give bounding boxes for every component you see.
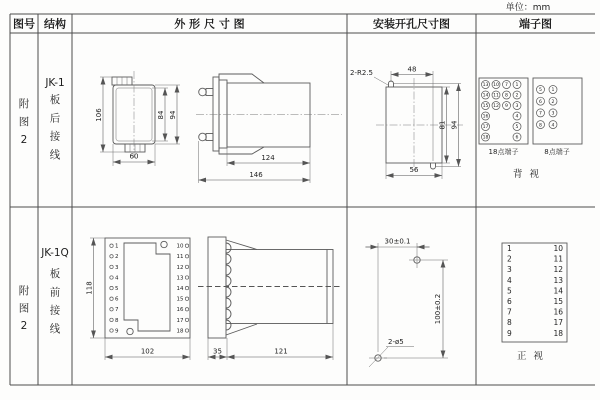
front-terminal-number: 4 <box>115 275 119 282</box>
front-terminal-number: 15 <box>176 296 184 303</box>
terminal-list-right <box>553 244 563 338</box>
terminal-number: 15 <box>482 104 489 110</box>
terminal-number: 8 <box>505 93 508 99</box>
dim-label: 100±0.2 <box>434 293 442 325</box>
front-terminal-column-right <box>177 244 189 335</box>
header-terminal: 端子图 <box>519 17 552 31</box>
front-terminal-number: 10 <box>176 243 184 250</box>
terminal-number: 3 <box>551 111 555 117</box>
terminal-number: 9 <box>507 328 512 338</box>
front-terminal-number: 14 <box>176 286 184 292</box>
terminal-number: 17 <box>482 125 489 131</box>
front-terminal-number: 13 <box>176 275 184 282</box>
view-label-front: 正 视 <box>516 351 546 362</box>
structure-char: 前 <box>49 286 61 299</box>
structure-char: 线 <box>49 322 61 335</box>
terminal-circle <box>110 255 113 258</box>
structure-char: 接 <box>49 304 61 317</box>
terminal-number: 14 <box>482 93 489 99</box>
front-terminal-number: 16 <box>176 307 184 314</box>
keying-plate <box>124 243 170 331</box>
structure-char: 板 <box>49 268 61 280</box>
terminal-number: 16 <box>482 114 489 120</box>
terminal-circle <box>185 286 188 289</box>
terminal-diagram-front <box>502 243 567 362</box>
terminal-list-left <box>507 244 512 338</box>
dim-label: 106 <box>95 108 103 122</box>
table-header <box>13 17 552 31</box>
mounting-hole <box>127 328 133 334</box>
terminal-circle <box>185 297 188 300</box>
jk1-install-cutout <box>350 66 463 180</box>
figure-no-char: 图 <box>18 302 30 315</box>
terminal-circle <box>185 308 188 311</box>
terminal-number: 16 <box>553 307 563 317</box>
terminal-number: 10 <box>493 83 499 89</box>
dim-label: 2-ø5 <box>388 338 404 346</box>
terminal-number: 18 <box>553 328 563 338</box>
front-terminal-number: 8 <box>115 317 119 324</box>
terminal-circle <box>110 329 113 332</box>
terminal-number: 3 <box>507 265 512 275</box>
dim-label: 60 <box>129 152 139 161</box>
mounting-hole <box>161 241 167 247</box>
terminal-number: 10 <box>553 244 563 253</box>
terminal-circle <box>110 297 113 300</box>
terminal-diagram-18pt <box>479 78 528 156</box>
dim-label: 30±0.1 <box>384 237 411 246</box>
figure-no-char: 附 <box>18 98 30 110</box>
figure-no-row1 <box>19 97 30 146</box>
jk1q-front-view <box>86 238 191 360</box>
dim-label: 84 <box>157 110 165 120</box>
structure-char: 后 <box>49 112 61 125</box>
terminal-number: 4 <box>515 114 519 120</box>
terminal-number: 8 <box>507 318 512 328</box>
terminal-number: 5 <box>507 286 512 296</box>
terminal-number: 5 <box>515 125 519 131</box>
terminal-circle <box>110 276 113 279</box>
terminal-circle <box>185 318 188 321</box>
terminal-number: 6 <box>507 297 512 306</box>
terminal-number: 14 <box>553 286 563 296</box>
terminal-circle <box>185 265 188 268</box>
terminal-diagram-8pt <box>533 78 582 156</box>
terminal-number: 17 <box>553 318 563 328</box>
figure-no-char: 2 <box>20 320 28 332</box>
terminal-number: 9 <box>505 104 508 110</box>
terminal-number: 5 <box>539 88 542 94</box>
front-terminal-number: 2 <box>115 254 119 261</box>
terminal-number: 3 <box>515 104 519 110</box>
terminal-box-8-label: 8点端子 <box>544 148 570 156</box>
terminal-number: 1 <box>551 88 555 94</box>
structure-char: 板 <box>49 94 61 106</box>
terminal-number: 6 <box>515 135 519 141</box>
front-terminal-number: 7 <box>115 307 119 314</box>
figure-no-char: 2 <box>20 134 28 146</box>
terminal-number: 11 <box>493 93 499 99</box>
screw-terminal <box>199 133 207 141</box>
terminal-number: 1 <box>507 244 512 253</box>
dim-label: 35 <box>213 347 222 356</box>
structure-char: 接 <box>49 130 61 143</box>
jk1-front-view <box>95 71 180 166</box>
terminal-column <box>513 81 521 142</box>
structure-char: 线 <box>49 148 61 161</box>
terminal-number: 4 <box>551 123 555 129</box>
screw-terminal <box>199 88 207 96</box>
jk1q-install-holes <box>365 238 448 368</box>
structure-row2-chars <box>50 267 61 335</box>
header-install: 安装开孔尺寸图 <box>373 17 450 31</box>
dim-label: 94 <box>169 110 177 120</box>
terminal-circle <box>110 265 113 268</box>
terminal-number: 1 <box>515 83 519 89</box>
terminal-box-18-label: 18点端子 <box>488 148 519 156</box>
figure-no-row2 <box>19 284 30 332</box>
terminal-number: 2 <box>507 254 512 264</box>
front-terminal-number: 18 <box>176 328 184 335</box>
model-label: JK-1Q <box>41 247 69 259</box>
structure-row1 <box>44 77 64 89</box>
jk1-side-view <box>196 74 342 183</box>
mounting-slot <box>431 163 436 169</box>
front-terminal-number: 1 <box>115 243 119 250</box>
terminal-circle <box>110 308 113 311</box>
dim-label: 102 <box>140 347 155 356</box>
view-label-rear: 背 视 <box>512 169 542 180</box>
terminal-column <box>482 81 490 142</box>
terminal-circle <box>110 286 113 289</box>
header-outline: 外 形 尺 寸 图 <box>174 17 245 31</box>
dim-label: 2-R2.5 <box>350 69 373 77</box>
front-terminal-number: 17 <box>176 317 184 324</box>
figure-no-char: 附 <box>18 285 30 297</box>
dim-label: 121 <box>274 347 288 356</box>
unit-label: 单位：mm <box>505 3 551 13</box>
terminal-number: 8 <box>539 123 542 129</box>
terminal-number: 6 <box>539 99 542 105</box>
terminal-number: 15 <box>553 297 563 306</box>
terminal-column <box>492 81 500 110</box>
dim-label: 48 <box>407 65 417 74</box>
terminal-circle <box>185 255 188 258</box>
terminal-circle <box>110 318 113 321</box>
terminal-number: 2 <box>515 93 519 99</box>
terminal-number: 13 <box>553 275 563 285</box>
dim-label: 124 <box>261 154 275 162</box>
front-terminal-column-left <box>110 244 119 335</box>
structure-row1-chars <box>50 93 61 161</box>
terminal-column <box>549 86 557 129</box>
model-label: JK-1 <box>45 77 65 89</box>
terminal-number: 13 <box>482 83 489 89</box>
terminal-circle <box>185 329 188 332</box>
terminal-number: 2 <box>551 99 555 105</box>
terminal-number: 12 <box>493 104 499 110</box>
header-structure: 结构 <box>44 17 66 31</box>
terminal-number: 7 <box>505 83 508 89</box>
header-figure-no: 图号 <box>13 17 35 31</box>
terminal-column <box>503 81 511 110</box>
terminal-circle <box>185 276 188 279</box>
structure-row2 <box>40 247 69 259</box>
front-terminal-number: 5 <box>115 286 119 292</box>
terminal-number: 11 <box>553 254 563 264</box>
dim-label: 118 <box>85 281 94 295</box>
terminal-number: 7 <box>507 307 512 317</box>
dim-label: 81 <box>438 120 447 130</box>
front-terminal-number: 3 <box>115 264 119 271</box>
terminal-column <box>537 86 545 129</box>
dim-label: 56 <box>409 166 419 174</box>
figure-no-char: 图 <box>18 116 30 128</box>
dim-label: 146 <box>249 171 263 179</box>
terminal-number: 12 <box>553 265 563 275</box>
terminal-number: 4 <box>507 275 512 285</box>
front-terminal-number: 11 <box>176 254 184 261</box>
front-terminal-number: 6 <box>115 296 119 303</box>
terminal-circle <box>110 244 113 247</box>
terminal-circle <box>185 244 188 247</box>
front-terminal-number: 9 <box>115 328 119 335</box>
jk1q-side-view <box>198 237 342 360</box>
terminal-number: 18 <box>482 135 489 141</box>
dim-label: 94 <box>450 120 459 130</box>
front-terminal-number: 12 <box>176 264 184 271</box>
terminal-number: 7 <box>539 111 542 117</box>
